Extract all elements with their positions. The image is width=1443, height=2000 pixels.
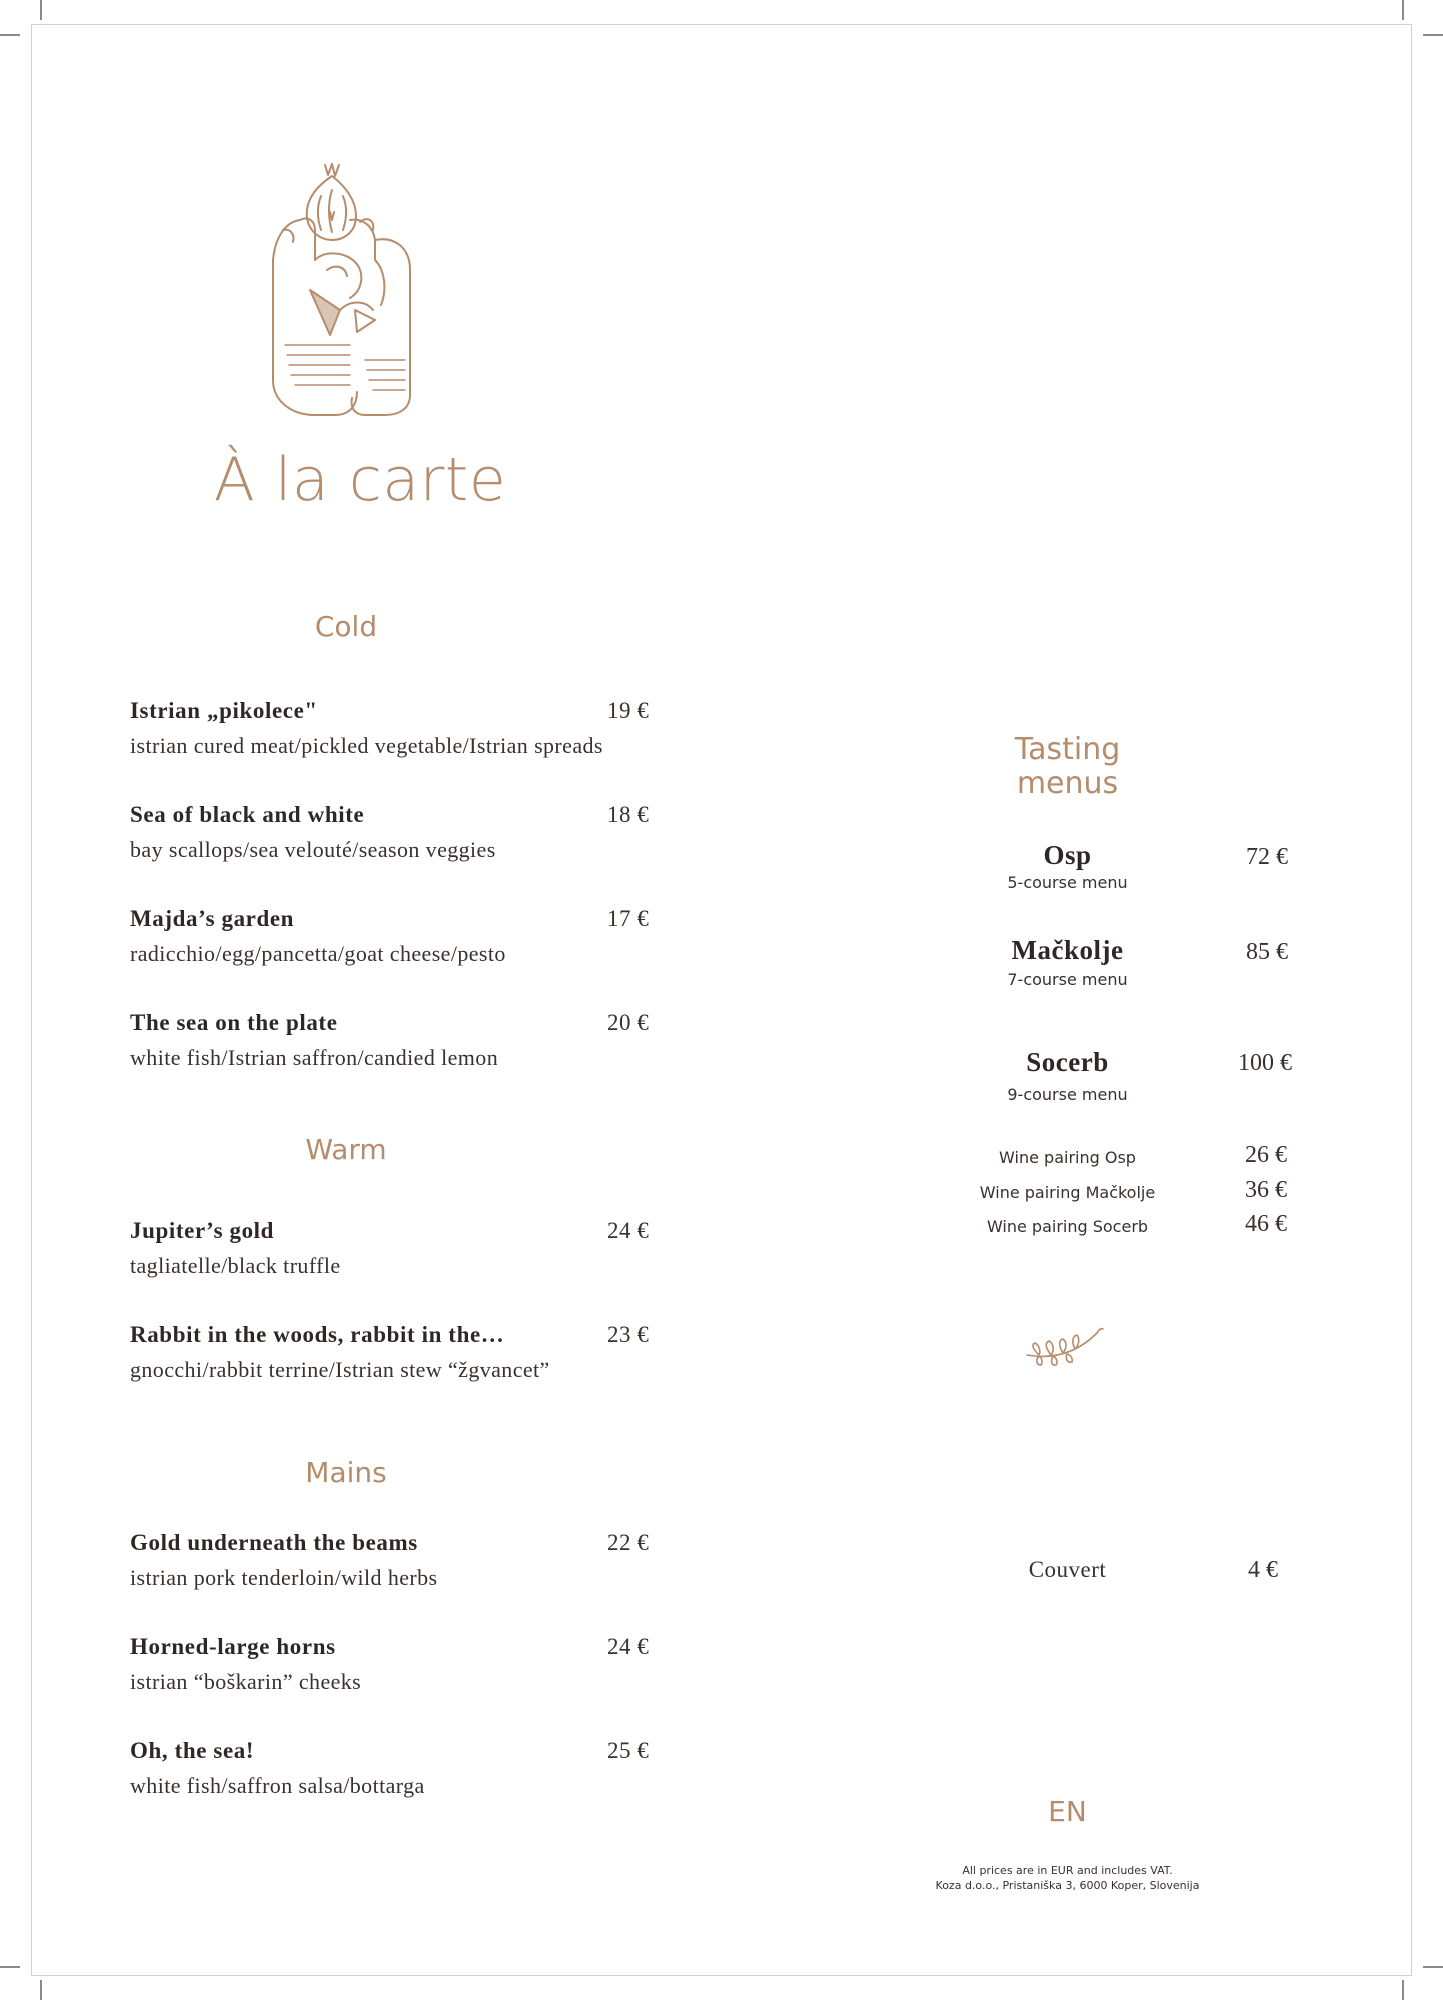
dish-price: 24 € <box>607 1218 650 1243</box>
tasting-title-line1: Tasting <box>1014 732 1121 767</box>
dish-name: Horned-large horns <box>130 1634 336 1659</box>
leaf-sprig-icon <box>1025 1325 1105 1370</box>
section-title-mains: Mains <box>305 1456 387 1489</box>
dish-name: Jupiter’s gold <box>130 1218 275 1243</box>
crop-mark <box>1402 0 1404 20</box>
wine-pairing-price: 26 € <box>1245 1142 1287 1168</box>
dish-price: 25 € <box>607 1738 650 1763</box>
wine-pairing-price: 36 € <box>1245 1177 1287 1203</box>
crop-mark <box>0 1966 20 1968</box>
dish-price: 20 € <box>607 1010 650 1035</box>
crop-mark <box>1423 34 1443 36</box>
crop-mark <box>1402 1980 1404 2000</box>
dish-description: tagliatelle/black truffle <box>130 1253 341 1278</box>
dish-price: 23 € <box>607 1322 650 1347</box>
logo-hands-garlic-icon <box>255 160 450 435</box>
section-title-warm: Warm <box>305 1133 387 1166</box>
tasting-menu-price: 100 € <box>1238 1050 1292 1076</box>
dish-name: Rabbit in the woods, rabbit in the… <box>130 1322 505 1347</box>
tasting-menu-price: 72 € <box>1246 844 1288 870</box>
crop-mark <box>1423 1966 1443 1968</box>
wine-pairing-label: Wine pairing Mačkolje <box>979 1183 1156 1202</box>
dish-name: Istrian „pikolece" <box>130 698 318 723</box>
dish-description: radicchio/egg/pancetta/goat cheese/pesto <box>130 941 506 966</box>
dish-description: istrian cured meat/pickled vegetable/Istrian spreads <box>130 733 603 758</box>
tasting-menus-title <box>935 733 1200 801</box>
footer-address: Koza d.o.o., Pristaniška 3, 6000 Koper, Slovenija <box>935 1879 1200 1892</box>
dish-description: gnocchi/rabbit terrine/Istrian stew “žgvancet” <box>130 1357 550 1382</box>
dish-name: Majda’s garden <box>130 906 295 931</box>
page-title: À la carte <box>213 445 507 515</box>
tasting-menu-name: Osp <box>1043 840 1092 870</box>
dish-price: 24 € <box>607 1634 650 1659</box>
section-title-cold: Cold <box>314 610 378 643</box>
dish-description: istrian “boškarin” cheeks <box>130 1669 362 1694</box>
dish-description: bay scallops/sea velouté/season veggies <box>130 837 496 862</box>
tasting-menu-name: Mačkolje <box>1011 935 1124 965</box>
tasting-menu-name: Socerb <box>1026 1047 1109 1077</box>
couvert-label: Couvert <box>1028 1557 1107 1582</box>
tasting-title-line2: menus <box>1016 766 1119 801</box>
dish-description: white fish/saffron salsa/bottarga <box>130 1773 425 1798</box>
dish-description: istrian pork tenderloin/wild herbs <box>130 1565 438 1590</box>
tasting-menu-courses: 5-course menu <box>1007 873 1128 892</box>
dish-price: 17 € <box>607 906 650 931</box>
crop-mark <box>40 1980 42 2000</box>
dish-name: Gold underneath the beams <box>130 1530 418 1555</box>
dish-description: white fish/Istrian saffron/candied lemon <box>130 1045 499 1070</box>
crop-mark <box>0 34 20 36</box>
dish-name: The sea on the plate <box>130 1010 338 1035</box>
wine-pairing-label: Wine pairing Socerb <box>986 1217 1149 1236</box>
tasting-menu-courses: 7-course menu <box>1007 970 1128 989</box>
tasting-menu-price: 85 € <box>1246 939 1288 965</box>
tasting-menu-courses: 9-course menu <box>1007 1085 1128 1104</box>
dish-price: 19 € <box>607 698 650 723</box>
dish-name: Sea of black and white <box>130 802 365 827</box>
crop-mark <box>40 0 42 20</box>
couvert-price: 4 € <box>1248 1557 1278 1583</box>
dish-name: Oh, the sea! <box>130 1738 255 1763</box>
language-code: EN <box>1048 1795 1087 1828</box>
dish-price: 22 € <box>607 1530 650 1555</box>
wine-pairing-label: Wine pairing Osp <box>999 1148 1136 1167</box>
wine-pairing-price: 46 € <box>1245 1211 1287 1237</box>
footer-vat-note: All prices are in EUR and includes VAT. <box>962 1864 1173 1877</box>
dish-price: 18 € <box>607 802 650 827</box>
